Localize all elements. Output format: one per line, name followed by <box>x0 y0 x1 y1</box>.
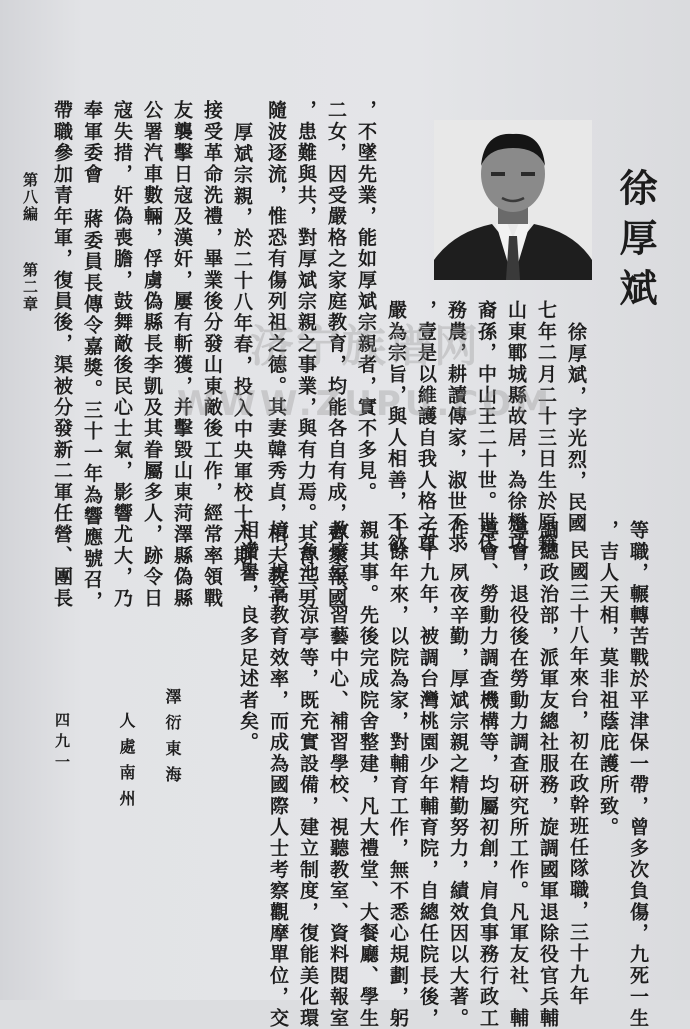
watermark-cn: 济宁族谱网 <box>250 321 480 372</box>
page-number: 四九一 <box>53 712 71 775</box>
upper-col-13: 接受革命洗禮，畢業後分發山東敵後工作，經常率領戰 <box>201 100 223 609</box>
portrait-photo <box>434 120 592 280</box>
upper-col-12: 厚斌宗親，於二十八年春，投入中央軍校十六期， <box>231 122 253 589</box>
lower-col-1: 等職，輾轉苦戰於平津保一帶，曾多次負傷，九死一生 <box>627 520 649 1029</box>
upper-col-11: 隨波逐流，惟恐有傷列祖之德。其妻韓秀貞，相夫教子 <box>265 100 287 609</box>
upper-col-17: 奉軍委會 蔣委員長傳令嘉獎。三十一年為響應號召， <box>81 100 103 612</box>
upper-col-5: 務農，耕讀傳家，淑世不求 <box>445 300 467 555</box>
lower-col-5: 導會，退役後在勞動力調查研究所工作。凡軍友社、輔 <box>507 520 529 1029</box>
author-line-2: 人處南州 <box>117 712 136 816</box>
upper-col-3: 山東鄆城縣故居，為徐懋功 <box>505 300 527 555</box>
lower-col-10: 親其事。先後完成院舍整建，凡大禮堂、大餐廳、學生 <box>357 520 379 1029</box>
footer-part: 第八編 <box>21 172 39 223</box>
lower-col-8: 五十九年，被調台灣桃園少年輔育院，自總任院長後， <box>417 520 439 1029</box>
upper-col-1: 徐厚斌，字光烈，民國 <box>565 322 587 534</box>
footer-chapter: 第二章 <box>21 262 39 313</box>
upper-col-10: ，患難與共，對厚斌宗親之事業，與有力焉。其育三男 <box>295 100 317 609</box>
upper-col-15: 公署汽車數輛，俘虜偽縣長李凱及其眷屬多人，跡令日 <box>141 100 163 609</box>
upper-col-14: 友襲擊日寇及漢奸，屢有斬獲，并擊毀山東菏澤縣偽縣 <box>171 100 193 609</box>
lower-col-7: 作，夙夜辛勤，厚斌宗親之精勤努力，績效因以大著。 <box>447 520 469 1029</box>
author-line-1: 澤衍東海 <box>163 688 182 792</box>
upper-col-8: ，不墜先業，能如厚斌宗親者，實不多見。 <box>355 100 377 503</box>
upper-col-9: 二女，因受嚴格之家庭教育，均能各自有成，齊家報國 <box>325 100 347 609</box>
watermark-url: WWW.ZUPU.COM <box>176 384 554 424</box>
upper-col-4: 裔孫，中山王二十世。世代 <box>475 300 497 555</box>
lower-col-4: 調總政治部，派軍友總社服務，旋調國軍退除役官兵輔 <box>537 520 559 1029</box>
lower-col-11: 教廢室、習藝中心、補習學校、視聽教室、資料閱報室 <box>327 520 349 1029</box>
lower-col-6: 導會、勞動力調查機構等，均屬初創，肩負事務行政工 <box>477 520 499 1029</box>
lower-col-3: 民國三十八年來台，初在政幹班任隊職，三十九年 <box>567 540 589 1007</box>
lower-col-2: ，吉人天相，莫非祖蔭庇護所致。 <box>597 520 619 838</box>
lower-col-12: 、魚池、涼亭等，既充實設備，建立制度，復能美化環 <box>297 520 319 1029</box>
upper-col-2: 七年二月二十三日生於原籍 <box>535 300 557 555</box>
person-title: 徐厚斌 <box>613 168 658 318</box>
lower-col-13: 境，提高教育效率，而成為國際人士考察觀摩單位，交 <box>267 520 289 1029</box>
upper-col-6: ，壹是以維護自我人格之尊 <box>415 300 437 555</box>
lower-col-14: 相讚譽，良多足述者矣。 <box>237 520 259 754</box>
lower-col-9: 十餘年來，以院為家，對輔育工作，無不悉心規劃，躬 <box>387 520 409 1029</box>
upper-col-7: 嚴為宗旨，與人相善，不欲 <box>385 300 407 555</box>
upper-col-18: 帶職參加青年軍，復員後，渠被分發新二軍任營、團長 <box>51 100 73 609</box>
upper-col-16: 寇失措，奸偽喪膽，鼓舞敵後民心士氣，影響尤大，乃 <box>111 100 133 609</box>
